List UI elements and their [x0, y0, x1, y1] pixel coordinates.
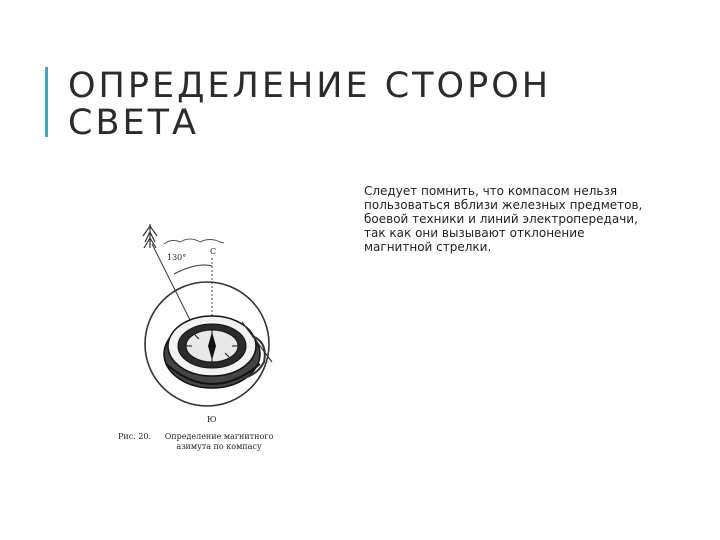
title-accent-bar	[45, 67, 48, 137]
horizon-landscape	[164, 239, 224, 244]
compass-illustration	[112, 214, 284, 428]
tree-icon	[143, 224, 157, 248]
compass-figure	[112, 214, 284, 458]
north-label: С	[210, 247, 217, 256]
figure-caption-number: Рис. 20.	[118, 432, 152, 441]
south-label: Ю	[207, 415, 217, 424]
figure-caption-text: Определение магнитного азимута по компасу	[164, 432, 274, 451]
slide-title: ОПРЕДЕЛЕНИЕ СТОРОН СВЕТА	[68, 66, 552, 143]
azimuth-arc	[174, 265, 212, 274]
slide-body-text: Следует помнить, что компасом нельзя пользоваться вблизи железных предметов, боевой техники и линий электропередачи, так как они вызывают отклонение магнитной стрелки.	[364, 184, 643, 254]
angle-label: 130°	[167, 253, 187, 262]
